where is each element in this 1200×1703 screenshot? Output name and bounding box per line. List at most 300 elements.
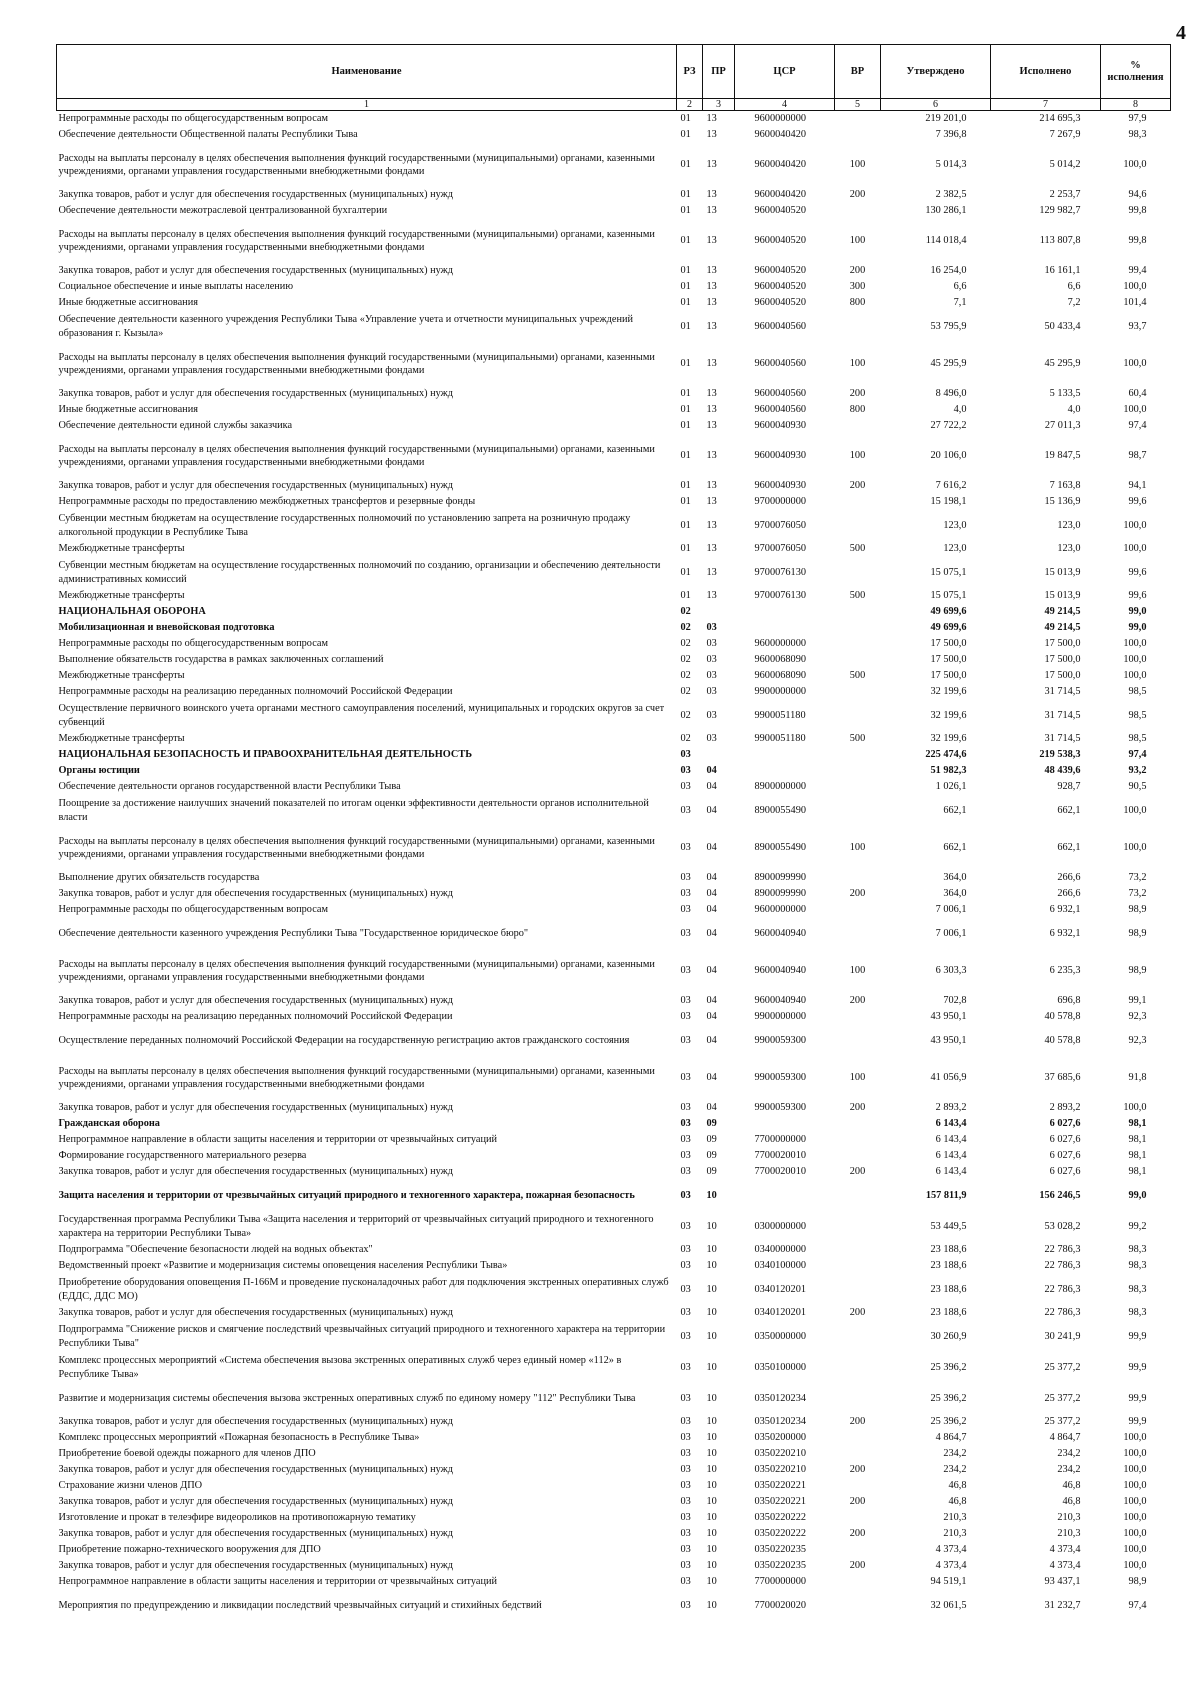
row-percent: 99,0 xyxy=(1128,622,1147,634)
row-csr: 0350220235 xyxy=(754,1560,806,1572)
row-rz: 02 xyxy=(680,638,691,650)
row-approved: 30 260,9 xyxy=(930,1330,967,1342)
row-executed: 25 377,2 xyxy=(1044,1416,1081,1428)
table-row xyxy=(57,1321,1171,1352)
row-approved: 25 396,2 xyxy=(930,1361,967,1373)
row-executed: 6 027,6 xyxy=(1049,1134,1081,1146)
row-rz: 01 xyxy=(680,189,691,201)
row-executed: 49 214,5 xyxy=(1044,622,1081,634)
row-approved: 15 075,1 xyxy=(930,590,967,602)
row-percent: 98,7 xyxy=(1128,450,1147,462)
row-name: Мобилизационная и вневойсковая подготовка xyxy=(58,622,275,634)
row-vr: 500 xyxy=(849,543,866,555)
row-rz: 03 xyxy=(680,1512,691,1524)
row-rz: 03 xyxy=(680,1102,691,1114)
row-vr: 800 xyxy=(849,404,866,416)
row-pr: 03 xyxy=(706,638,717,650)
row-rz: 02 xyxy=(680,606,691,618)
row-executed: 25 377,2 xyxy=(1044,1361,1081,1373)
row-pr: 10 xyxy=(706,1260,717,1272)
row-percent: 93,7 xyxy=(1128,320,1147,332)
header-name: Наименование xyxy=(57,45,677,99)
row-percent: 99,6 xyxy=(1128,590,1147,602)
row-csr: 8900000000 xyxy=(754,781,806,793)
row-pr: 13 xyxy=(706,566,717,578)
row-percent: 98,5 xyxy=(1128,733,1147,745)
row-rz: 02 xyxy=(680,709,691,721)
row-name: Субвенции местным бюджетам на осуществление государственных полномочий по установлению запрета на розничную продажу алкогольной продукции в Республике Тыва xyxy=(58,513,631,538)
table-row xyxy=(57,1100,1171,1116)
table-row xyxy=(57,541,1171,557)
row-csr: 7700000000 xyxy=(754,1134,806,1146)
table-header-row xyxy=(57,45,1171,99)
table-row xyxy=(57,494,1171,510)
row-pr: 10 xyxy=(706,1448,717,1460)
row-csr: 0340100000 xyxy=(754,1260,806,1272)
table-row xyxy=(57,1462,1171,1478)
row-percent: 97,9 xyxy=(1128,113,1147,125)
row-approved: 32 199,6 xyxy=(930,733,967,745)
row-csr: 0350220221 xyxy=(754,1496,806,1508)
row-name: Расходы на выплаты персоналу в целях обеспечения выполнения функций государственными (муниципальными) органами, казенными учреждениями, органами управления государственными внебюджетными фондами xyxy=(58,443,655,468)
row-approved: 6,6 xyxy=(953,281,967,293)
row-pr: 10 xyxy=(706,1432,717,1444)
row-pr: 09 xyxy=(706,1118,717,1130)
row-executed: 6 027,6 xyxy=(1049,1166,1081,1178)
row-rz: 03 xyxy=(680,749,691,761)
table-row xyxy=(57,993,1171,1009)
row-name: НАЦИОНАЛЬНАЯ ОБОРОНА xyxy=(58,606,206,618)
row-rz: 01 xyxy=(680,265,691,277)
row-name: Подпрограмма "Снижение рисков и смягчение последствий чрезвычайных ситуаций природного и техногенного характера на территории Республики Тыва" xyxy=(58,1324,666,1349)
row-pr: 09 xyxy=(706,1166,717,1178)
row-vr xyxy=(835,902,881,918)
row-vr xyxy=(835,1542,881,1558)
row-pr: 04 xyxy=(706,804,717,816)
row-rz: 03 xyxy=(680,842,691,854)
table-row xyxy=(57,1510,1171,1526)
row-executed: 696,8 xyxy=(1057,995,1081,1007)
row-rz: 01 xyxy=(680,450,691,462)
row-percent: 97,4 xyxy=(1128,1599,1147,1611)
row-csr: 9900000000 xyxy=(754,1011,806,1023)
row-vr: 100 xyxy=(849,842,866,854)
row-csr: 9600040930 xyxy=(754,450,806,462)
row-approved: 49 699,6 xyxy=(930,622,967,634)
row-csr: 0350220235 xyxy=(754,1544,806,1556)
row-approved: 7 006,1 xyxy=(935,927,967,939)
row-name: Непрограммные расходы на реализацию переданных полномочий Российской Федерации xyxy=(58,1011,453,1023)
table-row xyxy=(57,870,1171,886)
row-executed: 31 714,5 xyxy=(1044,686,1081,698)
row-executed: 123,0 xyxy=(1057,519,1081,531)
table-row xyxy=(57,763,1171,779)
table-row xyxy=(57,1258,1171,1274)
row-percent: 99,6 xyxy=(1128,496,1147,508)
row-percent: 98,3 xyxy=(1128,1244,1147,1256)
row-name: Приобретение пожарно-технического вооружения для ДПО xyxy=(58,1544,321,1556)
row-pr: 13 xyxy=(706,388,717,400)
row-name: Поощрение за достижение наилучших значений показателей по итогам оценки эффективности деятельности органов исполнительной власти xyxy=(58,798,649,823)
row-pr: 04 xyxy=(706,965,717,977)
row-vr: 200 xyxy=(849,1416,866,1428)
row-rz: 03 xyxy=(680,1134,691,1146)
row-executed: 6 932,1 xyxy=(1049,927,1081,939)
row-pr: 13 xyxy=(706,480,717,492)
row-name: Подпрограмма "Обеспечение безопасности людей на водных объектах" xyxy=(58,1244,373,1256)
table-row xyxy=(57,747,1171,763)
row-pr: 13 xyxy=(706,404,717,416)
table-row xyxy=(57,652,1171,668)
table-row xyxy=(57,342,1171,386)
column-number: 4 xyxy=(735,99,835,111)
row-csr: 9600040560 xyxy=(754,320,806,332)
row-executed: 210,3 xyxy=(1057,1512,1081,1524)
row-rz: 03 xyxy=(680,1034,691,1046)
row-rz: 03 xyxy=(680,1544,691,1556)
row-csr: 9600040560 xyxy=(754,404,806,416)
row-rz: 02 xyxy=(680,654,691,666)
row-vr: 200 xyxy=(849,1166,866,1178)
row-vr xyxy=(835,127,881,143)
row-csr: 9600068090 xyxy=(754,654,806,666)
row-name: Непрограммные расходы по общегосударственным вопросам xyxy=(58,904,328,916)
row-csr: 8900055490 xyxy=(754,804,806,816)
row-rz: 01 xyxy=(680,404,691,416)
table-row xyxy=(57,1526,1171,1542)
row-vr xyxy=(835,1430,881,1446)
row-rz: 03 xyxy=(680,888,691,900)
row-executed: 19 847,5 xyxy=(1044,450,1081,462)
row-executed: 6 932,1 xyxy=(1049,904,1081,916)
table-row xyxy=(57,510,1171,541)
row-vr xyxy=(835,557,881,588)
row-vr: 200 xyxy=(849,265,866,277)
row-executed: 7 267,9 xyxy=(1049,129,1081,141)
row-name: Формирование государственного материального резерва xyxy=(58,1150,307,1162)
row-rz: 01 xyxy=(680,496,691,508)
row-csr: 9600040940 xyxy=(754,965,806,977)
row-percent: 98,1 xyxy=(1128,1150,1147,1162)
table-row xyxy=(57,620,1171,636)
row-name: Расходы на выплаты персоналу в целях обеспечения выполнения функций государственными (муниципальными) органами, казенными учреждениями, органами управления государственными внебюджетными фондами xyxy=(58,1065,655,1090)
row-approved: 123,0 xyxy=(943,543,967,555)
row-name: Закупка товаров, работ и услуг для обеспечения государственных (муниципальных) нужд xyxy=(58,888,453,900)
row-name: Непрограммные расходы по общегосударственным вопросам xyxy=(58,638,328,650)
row-pr: 10 xyxy=(706,1480,717,1492)
row-rz: 03 xyxy=(680,1166,691,1178)
table-row xyxy=(57,1478,1171,1494)
row-csr: 9700000000 xyxy=(754,496,806,508)
header-vr: ВР xyxy=(835,45,881,99)
row-name: Закупка товаров, работ и услуг для обеспечения государственных (муниципальных) нужд xyxy=(58,995,453,1007)
row-executed: 113 807,8 xyxy=(1039,235,1081,247)
row-approved: 6 143,4 xyxy=(935,1118,967,1130)
row-executed: 30 241,9 xyxy=(1044,1330,1081,1342)
row-vr: 100 xyxy=(849,235,866,247)
table-row xyxy=(57,636,1171,652)
row-approved: 23 188,6 xyxy=(930,1307,967,1319)
row-csr: 9600040930 xyxy=(754,480,806,492)
row-csr: 9700076050 xyxy=(754,519,806,531)
table-row xyxy=(57,918,1171,949)
row-executed: 6 027,6 xyxy=(1049,1118,1081,1130)
header-approved: Утверждено xyxy=(881,45,991,99)
row-pr: 03 xyxy=(706,686,717,698)
row-approved: 662,1 xyxy=(943,804,967,816)
row-executed: 7,2 xyxy=(1067,297,1081,309)
row-percent: 98,3 xyxy=(1128,1260,1147,1272)
table-row xyxy=(57,1132,1171,1148)
row-percent: 100,0 xyxy=(1123,654,1147,666)
row-approved: 219 201,0 xyxy=(925,113,967,125)
row-name: Закупка товаров, работ и услуг для обеспечения государственных (муниципальных) нужд xyxy=(58,1307,453,1319)
row-name: Закупка товаров, работ и услуг для обеспечения государственных (муниципальных) нужд xyxy=(58,265,453,277)
row-rz: 01 xyxy=(680,159,691,171)
row-csr: 0350220222 xyxy=(754,1512,806,1524)
row-csr: 9600040940 xyxy=(754,995,806,1007)
row-pr: 13 xyxy=(706,358,717,370)
row-executed: 17 500,0 xyxy=(1044,670,1081,682)
row-vr xyxy=(835,1211,881,1242)
row-executed: 48 439,6 xyxy=(1044,765,1081,777)
row-percent: 93,2 xyxy=(1128,765,1147,777)
row-vr: 200 xyxy=(849,1307,866,1319)
row-percent: 98,3 xyxy=(1128,1283,1147,1295)
row-percent: 99,8 xyxy=(1128,235,1147,247)
row-approved: 17 500,0 xyxy=(930,670,967,682)
row-csr: 9900059300 xyxy=(754,1072,806,1084)
row-executed: 37 685,6 xyxy=(1044,1072,1081,1084)
row-vr xyxy=(835,494,881,510)
row-percent: 100,0 xyxy=(1123,1432,1147,1444)
row-approved: 53 449,5 xyxy=(930,1220,967,1232)
row-rz: 03 xyxy=(680,1189,691,1201)
row-percent: 100,0 xyxy=(1123,670,1147,682)
row-csr: 9900059300 xyxy=(754,1034,806,1046)
row-name: Обеспечение деятельности казенного учреждения Республики Тыва «Управление учета и отчетности муниципальных учреждений образования г. Кызыла» xyxy=(58,314,634,339)
row-executed: 40 578,8 xyxy=(1044,1011,1081,1023)
row-pr: 10 xyxy=(706,1220,717,1232)
row-name: Расходы на выплаты персоналу в целях обеспечения выполнения функций государственными (муниципальными) органами, казенными учреждениями, органами управления государственными внебюджетными фондами xyxy=(58,958,655,983)
row-pr xyxy=(703,747,735,763)
row-vr: 200 xyxy=(849,888,866,900)
row-percent: 99,0 xyxy=(1128,1189,1147,1201)
table-row xyxy=(57,1446,1171,1462)
row-name: Закупка товаров, работ и услуг для обеспечения государственных (муниципальных) нужд xyxy=(58,1416,453,1428)
row-csr xyxy=(735,1180,835,1211)
row-pr: 04 xyxy=(706,904,717,916)
row-executed: 31 232,7 xyxy=(1044,1599,1081,1611)
row-pr: 04 xyxy=(706,765,717,777)
row-executed: 15 013,9 xyxy=(1044,566,1081,578)
row-name: Непрограммные расходы по общегосударственным вопросам xyxy=(58,113,328,125)
row-pr: 10 xyxy=(706,1330,717,1342)
row-name: Государственная программа Республики Тыва «Защита населения и территорий от чрезвычайных ситуаций природного и техногенного характера на территории Республики Тыва» xyxy=(58,1214,654,1239)
row-name: Закупка товаров, работ и услуг для обеспечения государственных (муниципальных) нужд xyxy=(58,1496,453,1508)
table-row xyxy=(57,402,1171,418)
table-row xyxy=(57,826,1171,870)
row-name: Иные бюджетные ассигнования xyxy=(58,404,198,416)
row-csr: 9600040520 xyxy=(754,281,806,293)
table-row xyxy=(57,263,1171,279)
column-number: 5 xyxy=(835,99,881,111)
row-approved: 23 188,6 xyxy=(930,1244,967,1256)
row-name: Непрограммное направление в области защиты населения и территории от чрезвычайных ситуаций xyxy=(58,1134,498,1146)
row-approved: 25 396,2 xyxy=(930,1392,967,1404)
row-percent: 100,0 xyxy=(1123,804,1147,816)
row-vr: 200 xyxy=(849,1560,866,1572)
row-name: Субвенции местным бюджетам на осуществление государственных полномочий по созданию, организации и обеспечению деятельности административных комиссий xyxy=(58,560,661,585)
row-name: Социальное обеспечение и иные выплаты населению xyxy=(58,281,294,293)
row-percent: 99,2 xyxy=(1128,1220,1147,1232)
table-row xyxy=(57,1494,1171,1510)
row-name: Защита населения и территории от чрезвычайных ситуаций природного и техногенного характера, пожарная безопасность xyxy=(58,1189,635,1201)
row-pr: 10 xyxy=(706,1576,717,1588)
row-name: Закупка товаров, работ и услуг для обеспечения государственных (муниципальных) нужд xyxy=(58,189,453,201)
row-percent: 100,0 xyxy=(1123,1512,1147,1524)
header-percent: % исполнения xyxy=(1101,45,1171,99)
table-row xyxy=(57,604,1171,620)
row-vr xyxy=(835,779,881,795)
row-vr xyxy=(835,111,881,128)
row-csr: 0340000000 xyxy=(754,1244,806,1256)
row-percent: 94,1 xyxy=(1128,480,1147,492)
row-executed: 16 161,1 xyxy=(1044,265,1081,277)
row-rz: 01 xyxy=(680,480,691,492)
row-rz: 01 xyxy=(680,358,691,370)
row-vr: 100 xyxy=(849,450,866,462)
row-pr xyxy=(703,604,735,620)
row-executed: 46,8 xyxy=(1062,1480,1081,1492)
table-body xyxy=(57,111,1171,1622)
budget-table-container xyxy=(56,44,1170,1621)
page-number: 4 xyxy=(1176,22,1186,44)
row-vr: 200 xyxy=(849,1528,866,1540)
row-vr xyxy=(835,652,881,668)
row-vr xyxy=(835,1242,881,1258)
row-csr: 9600040420 xyxy=(754,129,806,141)
row-approved: 8 496,0 xyxy=(935,388,967,400)
row-vr: 300 xyxy=(849,281,866,293)
row-pr: 13 xyxy=(706,281,717,293)
row-executed: 6 235,3 xyxy=(1049,965,1081,977)
row-name: Межбюджетные трансферты xyxy=(58,733,185,745)
row-name: Закупка товаров, работ и услуг для обеспечения государственных (муниципальных) нужд xyxy=(58,1560,453,1572)
table-row xyxy=(57,143,1171,187)
row-executed: 22 786,3 xyxy=(1044,1283,1081,1295)
row-percent: 98,1 xyxy=(1128,1134,1147,1146)
row-name: Расходы на выплаты персоналу в целях обеспечения выполнения функций государственными (муниципальными) органами, казенными учреждениями, органами управления государственными внебюджетными фондами xyxy=(58,835,655,860)
row-approved: 1 026,1 xyxy=(935,781,967,793)
row-name: Расходы на выплаты персоналу в целях обеспечения выполнения функций государственными (муниципальными) органами, казенными учреждениями, органами управления государственными внебюджетными фондами xyxy=(58,152,655,177)
row-pr: 10 xyxy=(706,1599,717,1611)
row-rz: 03 xyxy=(680,904,691,916)
row-rz: 03 xyxy=(680,1432,691,1444)
table-row xyxy=(57,795,1171,826)
row-name: Обеспечение деятельности межотраслевой централизованной бухгалтерии xyxy=(58,205,388,217)
table-row xyxy=(57,1180,1171,1211)
row-executed: 7 163,8 xyxy=(1049,480,1081,492)
table-row xyxy=(57,779,1171,795)
row-percent: 60,4 xyxy=(1128,388,1147,400)
row-csr: 8900055490 xyxy=(754,842,806,854)
row-approved: 7,1 xyxy=(953,297,967,309)
row-name: Осуществление переданных полномочий Российской Федерации на государственную регистрацию актов гражданского состояния xyxy=(58,1034,630,1046)
row-approved: 225 474,6 xyxy=(925,749,967,761)
row-rz: 03 xyxy=(680,1528,691,1540)
row-csr: 9600000000 xyxy=(754,904,806,916)
budget-execution-table xyxy=(56,44,1171,1621)
row-executed: 4 864,7 xyxy=(1049,1432,1081,1444)
row-name: Закупка товаров, работ и услуг для обеспечения государственных (муниципальных) нужд xyxy=(58,1102,453,1114)
row-csr: 9900059300 xyxy=(754,1102,806,1114)
row-vr xyxy=(835,311,881,342)
row-approved: 17 500,0 xyxy=(930,654,967,666)
row-vr: 200 xyxy=(849,480,866,492)
row-approved: 6 143,4 xyxy=(935,1134,967,1146)
row-rz: 01 xyxy=(680,320,691,332)
row-name: Закупка товаров, работ и услуг для обеспечения государственных (муниципальных) нужд xyxy=(58,1528,453,1540)
row-name: Иные бюджетные ассигнования xyxy=(58,297,198,309)
row-percent: 100,0 xyxy=(1123,1496,1147,1508)
row-vr xyxy=(835,1478,881,1494)
row-pr: 04 xyxy=(706,781,717,793)
row-percent: 98,1 xyxy=(1128,1166,1147,1178)
row-approved: 45 295,9 xyxy=(930,358,967,370)
row-executed: 50 433,4 xyxy=(1044,320,1081,332)
row-executed: 15 013,9 xyxy=(1044,590,1081,602)
row-executed: 31 714,5 xyxy=(1044,709,1081,721)
row-csr: 7700020010 xyxy=(754,1166,806,1178)
row-rz: 03 xyxy=(680,1220,691,1232)
row-csr: 9600040930 xyxy=(754,420,806,432)
row-executed: 40 578,8 xyxy=(1044,1034,1081,1046)
row-vr: 100 xyxy=(849,965,866,977)
row-percent: 100,0 xyxy=(1123,842,1147,854)
row-rz: 01 xyxy=(680,113,691,125)
table-row xyxy=(57,187,1171,203)
row-vr xyxy=(835,747,881,763)
row-vr xyxy=(835,620,881,636)
row-csr: 9700076050 xyxy=(754,543,806,555)
row-pr: 13 xyxy=(706,320,717,332)
row-executed: 234,2 xyxy=(1057,1448,1081,1460)
row-approved: 662,1 xyxy=(943,842,967,854)
row-rz: 01 xyxy=(680,590,691,602)
row-approved: 41 056,9 xyxy=(930,1072,967,1084)
row-vr xyxy=(835,1321,881,1352)
row-pr: 10 xyxy=(706,1528,717,1540)
row-csr: 8900099990 xyxy=(754,872,806,884)
row-name: Межбюджетные трансферты xyxy=(58,590,185,602)
row-approved: 7 396,8 xyxy=(935,129,967,141)
row-csr: 9900051180 xyxy=(754,733,806,745)
row-pr: 04 xyxy=(706,888,717,900)
row-pr: 10 xyxy=(706,1416,717,1428)
row-csr: 9600040520 xyxy=(754,205,806,217)
table-row xyxy=(57,1211,1171,1242)
row-approved: 46,8 xyxy=(948,1480,967,1492)
row-rz: 03 xyxy=(680,1307,691,1319)
row-csr: 9900051180 xyxy=(754,709,806,721)
row-name: Расходы на выплаты персоналу в целях обеспечения выполнения функций государственными (муниципальными) органами, казенными учреждениями, органами управления государственными внебюджетными фондами xyxy=(58,351,655,376)
row-executed: 45 295,9 xyxy=(1044,358,1081,370)
row-pr: 13 xyxy=(706,450,717,462)
row-name: Изготовление и прокат в телеэфире видеороликов на противопожарную тематику xyxy=(58,1512,416,1524)
row-vr xyxy=(835,1274,881,1305)
row-percent: 97,4 xyxy=(1128,749,1147,761)
